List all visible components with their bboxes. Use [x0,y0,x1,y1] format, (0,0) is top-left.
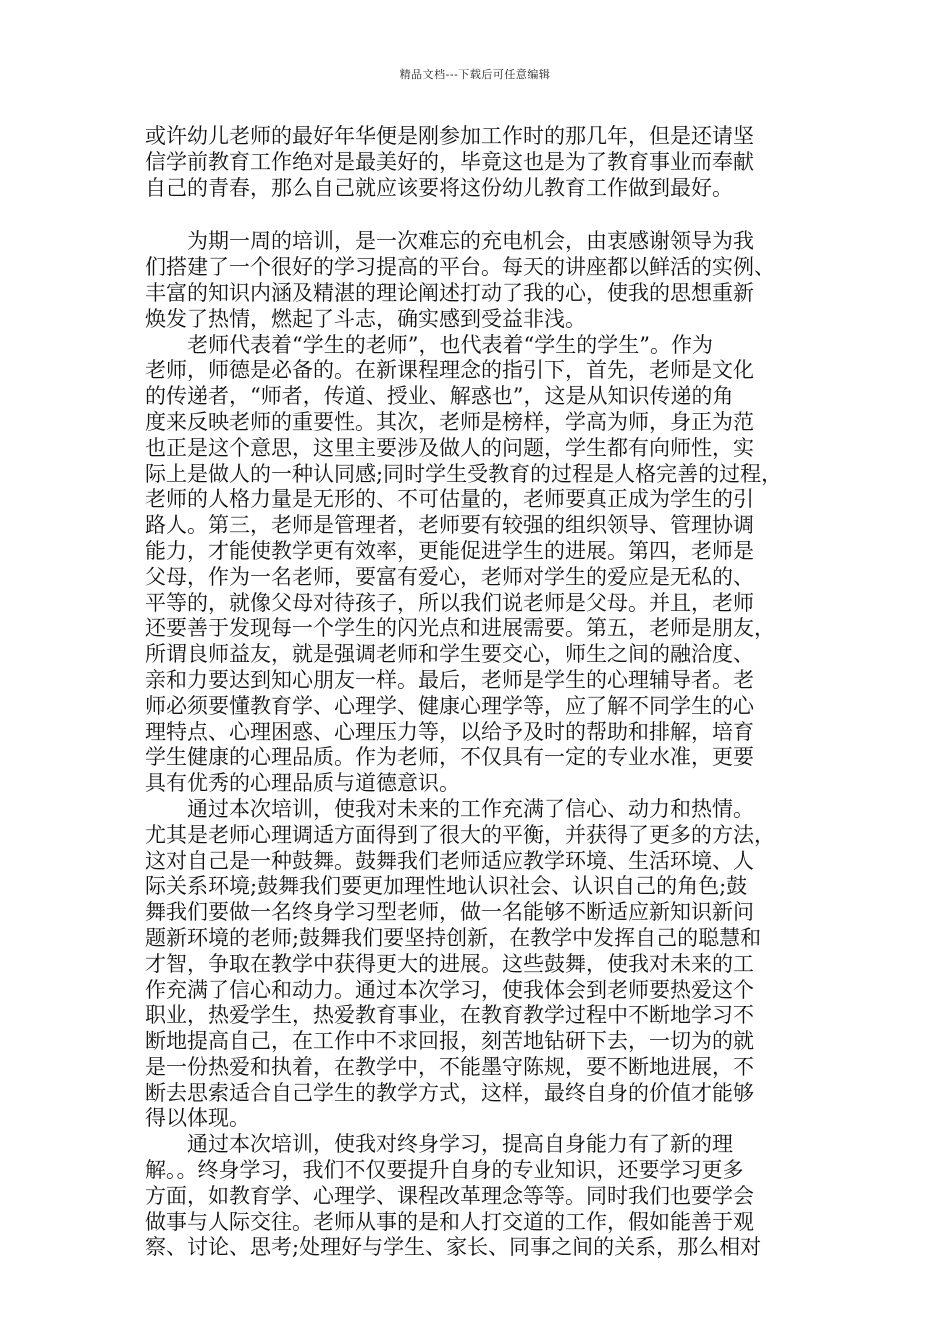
text-line: 职业，热爱学生，热爱教育事业，在教育教学过程中不断地学习不 [145,1003,754,1028]
text-line: 具有优秀的心理品质与道德意识。 [145,771,460,796]
text-line: 所谓良师益友，就是强调老师和学生要交心，师生之间的融洽度、 [145,642,754,667]
text-line: 才智，争取在教学中获得更大的进展。这些鼓舞，使我对未来的工 [145,951,754,976]
text-line: 尤其是老师心理调适方面得到了很大的平衡，并获得了更多的方法， [145,822,775,847]
text-line: 也正是这个意思，这里主要涉及做人的问题，学生都有向师性，实 [145,435,754,460]
text-line: 或许幼儿老师的最好年华便是刚参加工作时的那几年，但是还请坚 [145,124,754,148]
text-line: 们搭建了一个很好的学习提高的平台。每天的讲座都以鲜活的实例、 [145,255,775,280]
text-line: 是一份热爱和执着，在教学中，不能墨守陈规，要不断地进展，不 [145,1054,754,1079]
text-line: 师必须要懂教育学、心理学、健康心理学等，应了解不同学生的心 [145,693,754,718]
text-line: 还要善于发现每一个学生的闪光点和进展需要。第五，老师是朋友， [145,616,775,641]
text-line: 这对自己是一种鼓舞。鼓舞我们老师适应教学环境、生活环境、人 [145,848,754,873]
text-line: 的传递者，“师者，传道、授业、解惑也”，这是从知识传递的角 [145,384,734,409]
text-line: 焕发了热情，燃起了斗志，确实感到受益非浅。 [145,306,586,331]
text-line: 通过本次培训，使我对终身学习，提高自身能力有了新的理 [145,1132,733,1157]
text-line: 平等的，就像父母对待孩子，所以我们说老师是父母。并且，老师 [145,590,754,615]
page-header: 精品文档---下载后可任意编辑 [399,68,551,81]
text-line: 断去思索适合自己学生的教学方式，这样，最终自身的价值才能够 [145,1080,754,1105]
text-line: 路人。第三，老师是管理者，老师要有较强的组织领导、管理协调 [145,513,754,538]
text-line: 老师代表着“学生的老师”，也代表着“学生的学生”。作为 [145,332,713,357]
text-line: 父母，作为一名老师，要富有爱心，老师对学生的爱应是无私的、 [145,564,754,589]
text-line: 理特点、心理困惑、心理压力等，以给予及时的帮助和排解，培育 [145,719,754,744]
text-line: 作充满了信心和动力。通过本次学习，使我体会到老师要热爱这个 [145,977,754,1002]
text-line: 丰富的知识内涵及精湛的理论阐述打动了我的心，使我的思想重新 [145,280,754,305]
text-line: 亲和力要达到知心朋友一样。最后，老师是学生的心理辅导者。老 [145,667,754,692]
text-line: 做事与人际交往。老师从事的是和人打交道的工作，假如能善于观 [145,1209,754,1234]
text-line: 察、讨论、思考;处理好与学生、家长、同事之间的关系，那么相对 [145,1235,762,1260]
text-line: 断地提高自己，在工作中不求回报，刻苦地钻研下去，一切为的就 [145,1029,754,1054]
text-line: 能力，才能使教学更有效率，更能促进学生的进展。第四，老师是 [145,538,754,563]
text-line: 题新环境的老师;鼓舞我们要坚持创新，在教学中发挥自己的聪慧和 [145,925,762,950]
text-line: 际关系环境;鼓舞我们要更加理性地认识社会、认识自己的角色;鼓 [145,874,748,899]
text-line: 信学前教育工作绝对是最美好的，毕竟这也是为了教育事业而奉献 [145,149,754,174]
text-line: 老师，师德是必备的。在新课程理念的指引下，首先，老师是文化 [145,358,754,383]
text-line: 方面，如教育学、心理学、课程改革理念等等。同时我们也要学会 [145,1183,754,1208]
text-line: 际上是做人的一种认同感;同时学生受教育的过程是人格完善的过程， [145,461,783,486]
paragraph-gap [145,201,809,229]
text-line: 学生健康的心理品质。作为老师，不仅具有一定的专业水准，更要 [145,745,754,770]
text-line: 自己的青春，那么自己就应该要将这份幼儿教育工作做到最好。 [145,175,733,200]
text-line: 老师的人格力量是无形的、不可估量的，老师要真正成为学生的引 [145,487,754,512]
text-line: 解。。终身学习，我们不仅要提升自身的专业知识，还要学习更多 [145,1158,744,1183]
text-line: 舞我们要做一名终身学习型老师，做一名能够不断适应新知识新问 [145,900,754,925]
text-line: 度来反映老师的重要性。其次，老师是榜样，学高为师，身正为范 [145,409,754,434]
text-line: 通过本次培训，使我对未来的工作充满了信心、动力和热情。 [145,796,754,821]
text-line: 为期一周的培训，是一次难忘的充电机会，由衷感谢领导为我 [145,229,754,254]
text-line: 得以体现。 [145,1106,250,1131]
document-body [145,124,809,1261]
